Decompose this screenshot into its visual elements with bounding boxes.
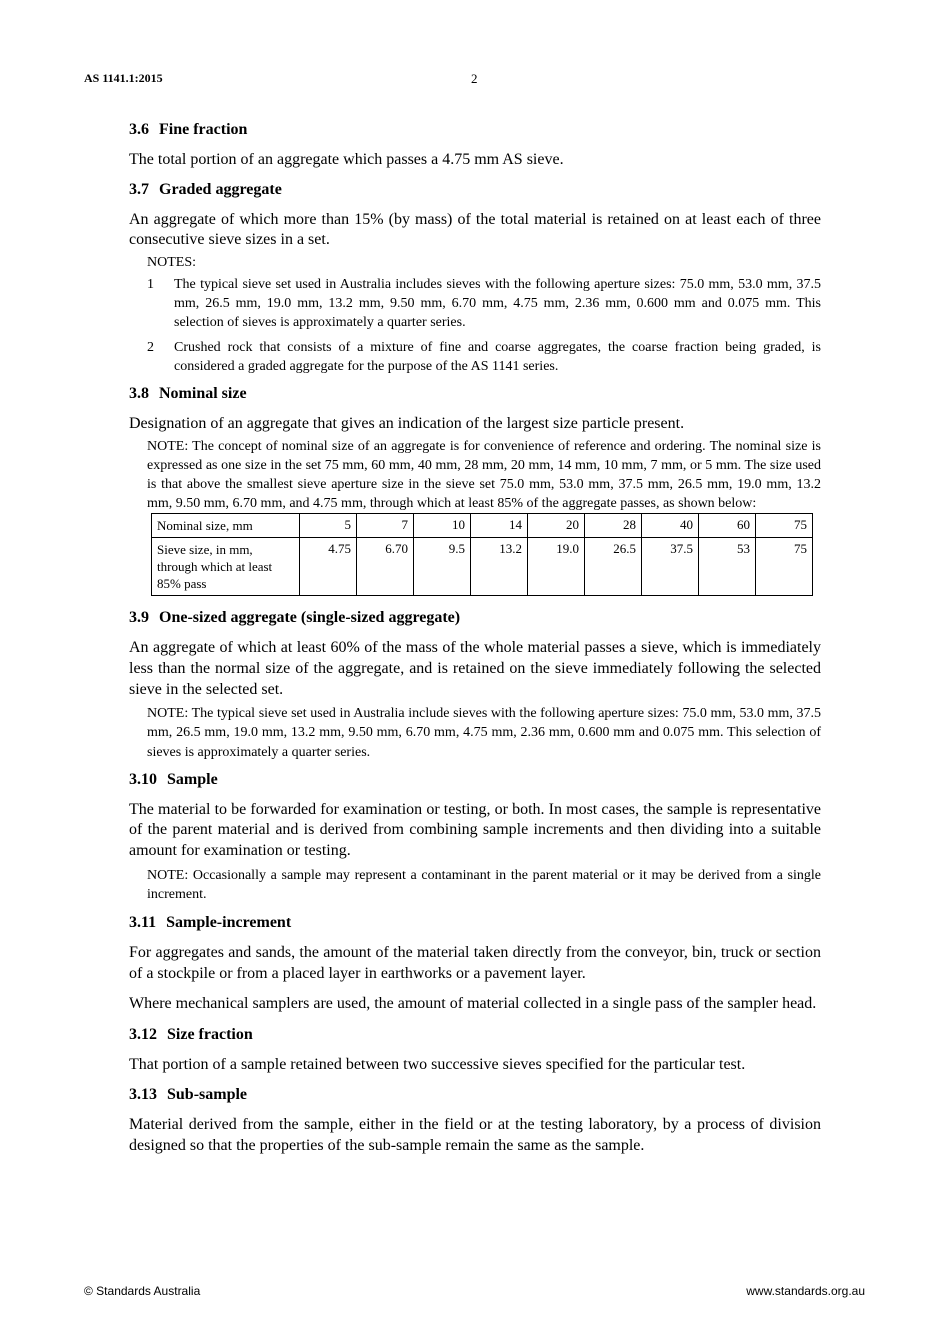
section-heading <box>129 913 821 933</box>
section-text: The total portion of an aggregate which passes a 4.75 mm AS sieve. <box>129 151 564 168</box>
section-title: Sample-increment <box>166 913 292 931</box>
note-item <box>147 275 821 333</box>
table-cell: 60 <box>699 514 756 538</box>
section-title: Graded aggregate <box>159 180 282 198</box>
table-cell: 75 <box>756 514 813 538</box>
section-text: An aggregate of which at least 60% of the mass of the whole material passes a sieve, which is immediately less than the normal size of the aggregate, and is retained on the sieve immediately following the selected sieve in the selected set. <box>129 639 821 698</box>
section-number: 3.6 <box>129 121 149 138</box>
note-text: The typical sieve set used in Australia includes sieves with the following aperture sizes: 75.0 mm, 53.0 mm, 37.5 mm, 26.5 mm, 19.0 mm, 13.2 mm, 9.50 mm, 6.70 mm, 4.75 mm, 2.36 mm, 0.600 mm and 0.075 mm. This selection of sieves is approximately a quarter series. <box>174 276 821 331</box>
notes-list <box>147 275 821 376</box>
document-body <box>129 118 821 1157</box>
section-number: 3.10 <box>129 770 157 788</box>
section-number: 3.13 <box>129 1086 157 1104</box>
section-text: That portion of a sample retained between two successive sieves specified for the particular test. <box>129 1055 746 1073</box>
table-cell: 53 <box>699 538 756 596</box>
table-cell: 5 <box>300 514 357 538</box>
section-text: Where mechanical samplers are used, the amount of material collected in a single pass of the sampler head. <box>129 995 817 1013</box>
section-heading <box>129 608 821 628</box>
table-row <box>152 538 813 596</box>
table-cell: 6.70 <box>357 538 414 596</box>
footer-copyright: © Standards Australia <box>84 1284 201 1298</box>
table-cell: 4.75 <box>300 538 357 596</box>
section-text: Designation of an aggregate that gives an indication of the largest size particle present. <box>129 415 685 432</box>
section-text: The material to be forwarded for examination or testing, or both. In most cases, the sample is representative of the parent material and is derived from combining sample increments and then dividing into a suitable amount for examination or testing. <box>129 800 821 859</box>
section-title: Sample <box>167 770 218 788</box>
section-heading <box>129 180 821 200</box>
section-heading <box>129 1085 821 1105</box>
nominal-size-table <box>151 513 813 596</box>
section-heading <box>129 384 821 404</box>
table-cell: 19.0 <box>528 538 585 596</box>
note-number: 1 <box>147 276 154 292</box>
table-cell: 20 <box>528 514 585 538</box>
document-code: AS 1141.1:2015 <box>84 71 163 85</box>
section-number: 3.7 <box>129 180 149 198</box>
table-cell: 75 <box>756 538 813 596</box>
section-heading <box>129 120 821 140</box>
table-cell: 40 <box>642 514 699 538</box>
section-title: Size fraction <box>167 1025 253 1043</box>
table-cell: 28 <box>585 514 642 538</box>
section-number: 3.9 <box>129 609 149 627</box>
section-number: 3.8 <box>129 385 149 402</box>
table-cell: 9.5 <box>414 538 471 596</box>
table-row <box>152 514 813 538</box>
table-cell: 10 <box>414 514 471 538</box>
section-text: For aggregates and sands, the amount of the material taken directly from the conveyor, bin, truck or section of a stockpile or from a placed layer in earthworks or a pavement layer. <box>129 943 821 982</box>
section-text: An aggregate of which more than 15% (by mass) of the total material is retained on at least each of three consecutive sieve sizes in a set. <box>129 210 821 249</box>
table-cell: 26.5 <box>585 538 642 596</box>
row-header: Nominal size, mm <box>152 514 300 538</box>
page-number: 2 <box>471 71 478 86</box>
note-item <box>147 338 821 376</box>
table-cell: 13.2 <box>471 538 528 596</box>
table-cell: 14 <box>471 514 528 538</box>
section-heading <box>129 1025 821 1045</box>
section-text: Material derived from the sample, either in the field or at the testing laboratory, by a process of division designed so that the properties of the sub-sample remain the same as the sample. <box>129 1116 821 1154</box>
section-title: Sub-sample <box>167 1086 248 1104</box>
section-number: 3.12 <box>129 1025 157 1043</box>
section-title: One-sized aggregate (single-sized aggregate) <box>159 609 461 627</box>
row-header: Sieve size, in mm, through which at least 85% pass <box>152 538 300 596</box>
table-cell: 37.5 <box>642 538 699 596</box>
notes-label: NOTES: <box>147 254 196 270</box>
section-note: NOTE: The typical sieve set used in Australia include sieves with the following aperture sizes: 75.0 mm, 53.0 mm, 37.5 mm, 26.5 mm, 19.0 mm, 13.2 mm, 9.50 mm, 6.70 mm, 4.75 mm, 2.36 mm, 0.600 mm and 0.075 mm. This selection of sieves is approximately a quarter series. <box>147 706 821 760</box>
section-title: Nominal size <box>159 385 247 402</box>
note-text: Crushed rock that consists of a mixture of fine and coarse aggregates, the coarse fraction being graded, is considered a graded aggregate for the purpose of the AS 1141 series. <box>174 339 821 374</box>
note-number: 2 <box>147 339 154 355</box>
section-title: Fine fraction <box>159 121 248 138</box>
table-cell: 7 <box>357 514 414 538</box>
section-heading <box>129 770 821 790</box>
section-note: NOTE: Occasionally a sample may represent a contaminant in the parent material or it may be derived from a single increment. <box>147 867 821 902</box>
footer-website: www.standards.org.au <box>746 1284 865 1298</box>
section-note: NOTE: The concept of nominal size of an aggregate is for convenience of reference and ordering. The nominal size is expressed as one size in the set 75 mm, 60 mm, 40 mm, 28 mm, 20 mm, 14 mm, 10 mm, 7 mm, or 5 mm. The size used is that above the smallest sieve aperture size in the sieve set 75.0 mm, 53.0 mm, 37.5 mm, 26.5 mm, 19.0 mm, 13.2 mm, 9.50 mm, 6.70 mm, and 4.75 mm, through which at least 85% of the aggregate passes, as shown below: <box>147 438 821 512</box>
section-number: 3.11 <box>129 913 157 931</box>
